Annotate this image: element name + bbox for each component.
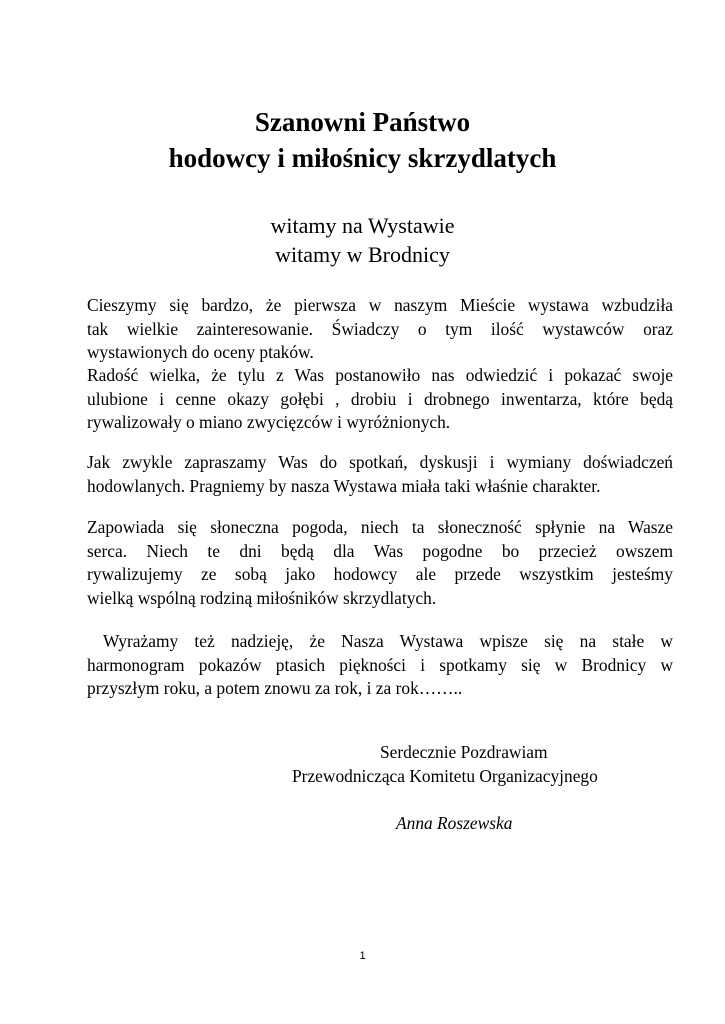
paragraph-line: Radość wielka, że tylu z Was postanowiło nas odwiedzić i pokazać swoje: [87, 365, 673, 385]
welcome-line-1: witamy na Wystawie: [270, 213, 455, 238]
paragraph-line: Wyrażamy też nadzieję, że Nasza Wystawa wpisze się na stałe w: [87, 631, 673, 651]
paragraph-line: tak wielkie zainteresowanie. Świadczy o tym ilość wystawców oraz: [87, 318, 673, 339]
paragraph-line: wystawionych do oceny ptaków.: [87, 342, 314, 362]
paragraph-4: [87, 516, 673, 610]
paragraph-line: harmonogram pokazów ptasich piękności i spotkamy się w Brodnicy w: [87, 654, 673, 675]
paragraph-5: [87, 630, 673, 701]
paragraph-line: Cieszymy się bardzo, że pierwsza w naszym Mieście wystawa wzbudziła: [87, 295, 673, 315]
signature-name: Anna Roszewska: [396, 813, 513, 833]
paragraph-2: [87, 364, 673, 435]
paragraph-1: [87, 294, 673, 365]
paragraph-line: Jak zwykle zapraszamy Was do spotkań, dyskusji i wymiany doświadczeń: [87, 452, 673, 472]
document-title-line-2: hodowcy i miłośnicy skrzydlatych: [168, 143, 557, 173]
document-title-line-1: Szanowni Państwo: [254, 107, 471, 137]
welcome-line-2: witamy w Brodnicy: [275, 242, 450, 267]
paragraph-line: rywalizowały o miano zwycięzców i wyróżnionych.: [87, 412, 451, 432]
paragraph-3: [87, 451, 673, 498]
signature-greeting: Serdecznie Pozdrawiam: [380, 742, 548, 762]
paragraph-line: Zapowiada się słoneczna pogoda, niech ta słoneczność spłynie na Wasze: [87, 517, 673, 537]
paragraph-line: rywalizujemy ze sobą jako hodowcy ale przede wszystkim jesteśmy: [87, 564, 673, 584]
paragraph-line: ulubione i cenne okazy gołębi , drobiu i drobnego inwentarza, które będą: [87, 388, 673, 409]
paragraph-line: przyszłym roku, a potem znowu za rok, i za rok……..: [87, 678, 463, 698]
paragraph-line: hodowlanych. Pragniemy by nasza Wystawa miała taki właśnie charakter.: [87, 475, 601, 496]
page-number: 1: [359, 950, 366, 962]
paragraph-line: serca. Niech te dni będą dla Was pogodne bo przecież owszem: [87, 540, 673, 561]
paragraph-line: wielką wspólną rodziną miłośników skrzydlatych.: [87, 587, 437, 608]
signature-role: Przewodnicząca Komitetu Organizacyjnego: [292, 766, 598, 786]
